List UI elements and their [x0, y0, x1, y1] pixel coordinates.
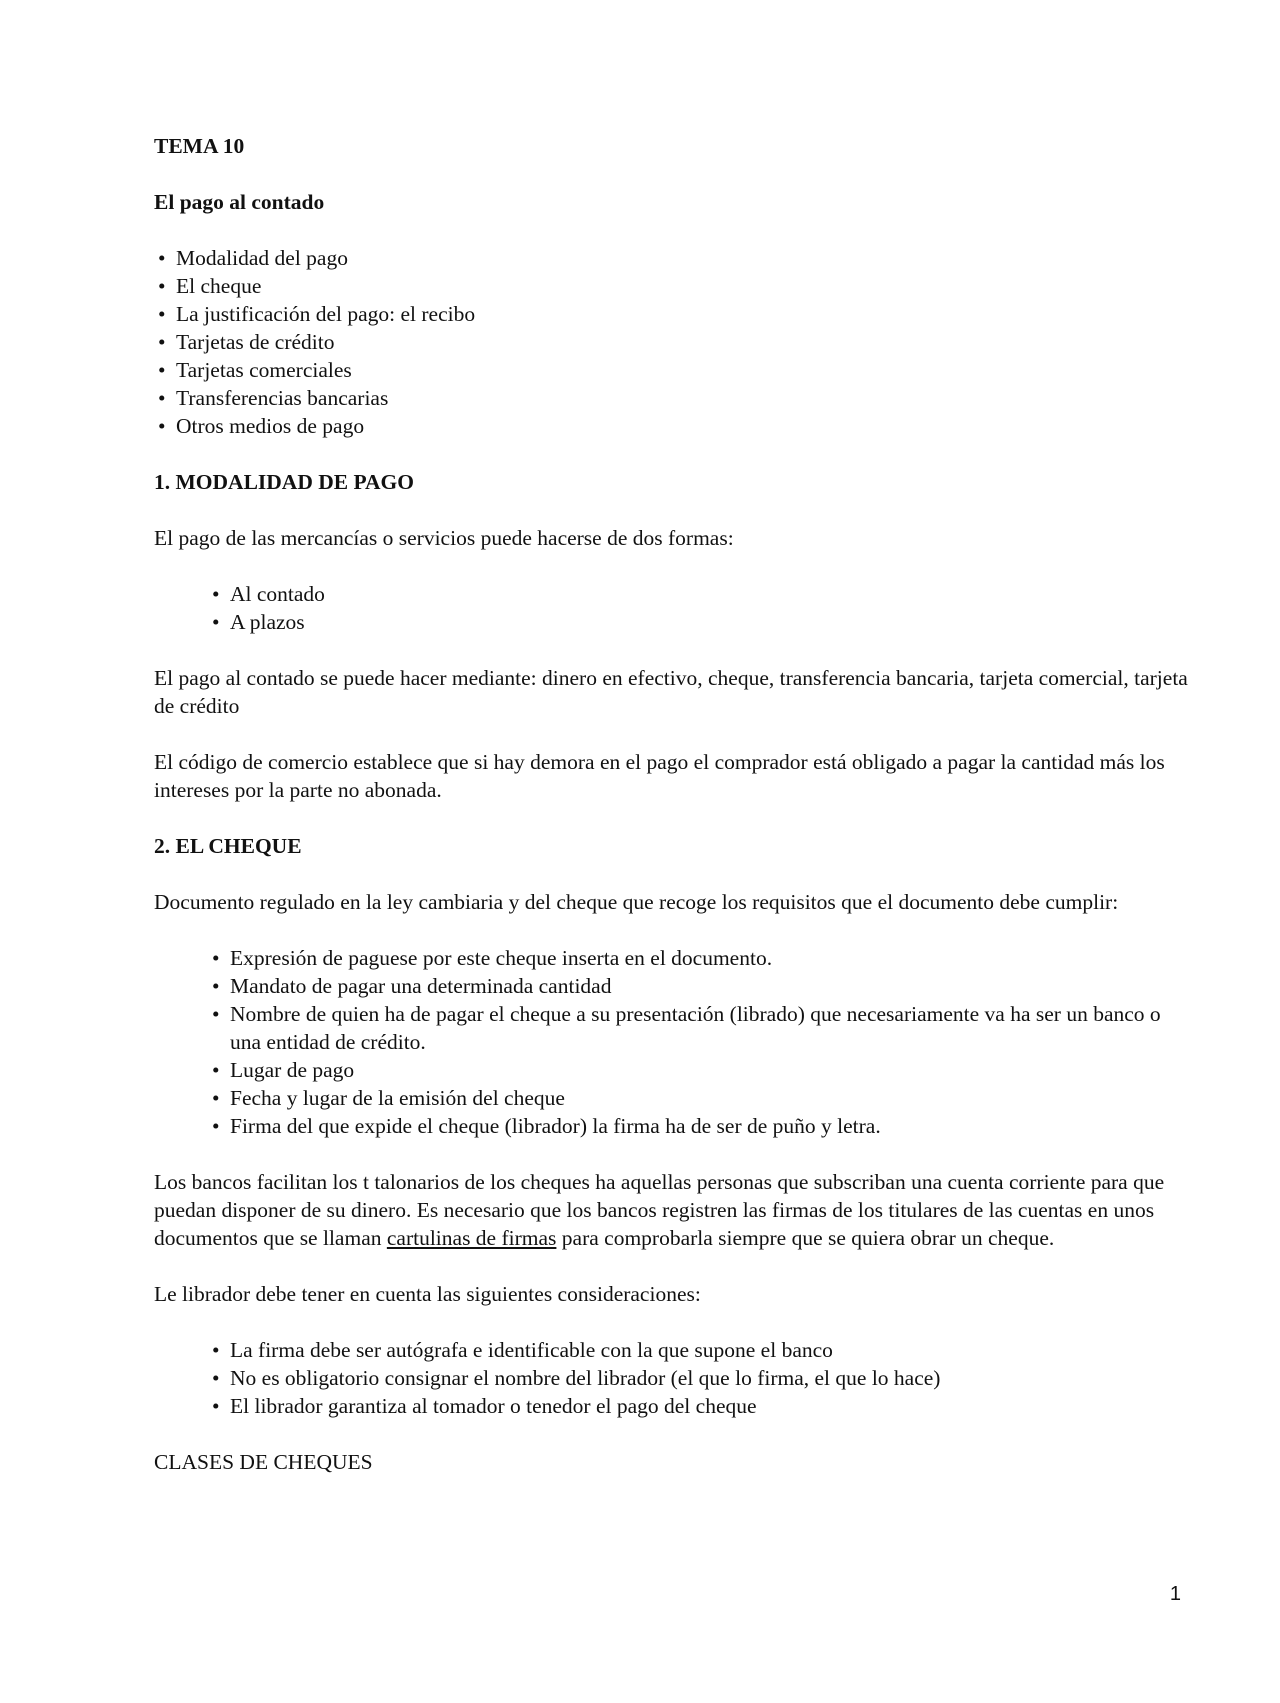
toc-item: • Transferencias bancarias: [154, 384, 1194, 412]
toc-list: [154, 244, 1194, 440]
section1-paragraph: El código de comercio establece que si hay demora en el pago el comprador está obligado a pagar la cantidad más los intereses por la parte no abonada.: [154, 750, 1165, 802]
cartulinas-de-firmas-term: cartulinas de firmas: [386, 1226, 557, 1250]
section2-intro: Documento regulado en la ley cambiaria y del cheque que recoge los requisitos que el documento debe cumplir:: [154, 890, 1119, 914]
requisitos-list: [208, 944, 1194, 1140]
requisito-item: • Firma del que expide el cheque (librador) la firma ha de ser de puño y letra.: [208, 1112, 1194, 1140]
consideracion-item: • La firma debe ser autógrafa e identificable con la que supone el banco: [208, 1336, 1194, 1364]
requisito-item: • Fecha y lugar de la emisión del cheque: [208, 1084, 1194, 1112]
bancos-text: para comprobarla siempre que se quiera obrar un cheque.: [556, 1226, 1055, 1250]
toc-item: • Modalidad del pago: [154, 244, 1194, 272]
payment-form-item: • Al contado: [208, 580, 1194, 608]
consideracion-item: • El librador garantiza al tomador o tenedor el pago del cheque: [208, 1392, 1194, 1420]
section1-intro: El pago de las mercancías o servicios puede hacerse de dos formas:: [154, 526, 734, 550]
payment-form-item: • A plazos: [208, 608, 1194, 636]
toc-item: • Tarjetas de crédito: [154, 328, 1194, 356]
toc-item: • Tarjetas comerciales: [154, 356, 1194, 384]
requisito-item: • Expresión de paguese por este cheque inserta en el documento.: [208, 944, 1194, 972]
section1-paragraph: El pago al contado se puede hacer mediante: dinero en efectivo, cheque, transferencia bancaria, tarjeta comercial, tarjeta de crédito: [154, 666, 1188, 718]
librador-intro: Le librador debe tener en cuenta las siguientes consideraciones:: [154, 1282, 701, 1306]
toc-item: • La justificación del pago: el recibo: [154, 300, 1194, 328]
toc-item: • Otros medios de pago: [154, 412, 1194, 440]
requisito-item: • Mandato de pagar una determinada cantidad: [208, 972, 1194, 1000]
bancos-paragraph: [154, 1168, 1194, 1252]
clases-heading: CLASES DE CHEQUES: [154, 1450, 373, 1474]
requisito-item: • Nombre de quien ha de pagar el cheque a su presentación (librado) que necesariamente va ha ser un banco o una entidad de crédito.: [208, 1000, 1194, 1056]
consideracion-item: • No es obligatorio consignar el nombre del librador (el que lo firma, el que lo hace): [208, 1364, 1194, 1392]
bancos-text: Los bancos facilitan los t talonarios de los cheques ha aquellas personas que subscriban una cuenta corriente para que puedan disponer de su dinero. Es necesario que los bancos registren las firmas de los titulares de las cuentas en unos documentos que se llaman: [154, 1170, 1165, 1250]
payment-forms-list: [208, 580, 1194, 636]
document-page: [154, 132, 1194, 1476]
section1-heading: 1. MODALIDAD DE PAGO: [154, 470, 414, 494]
page-number: 1: [1169, 1583, 1181, 1605]
document-subtitle: El pago al contado: [154, 190, 325, 214]
tema-title: TEMA 10: [154, 134, 245, 158]
consideraciones-list: [208, 1336, 1194, 1420]
section2-heading: 2. EL CHEQUE: [154, 834, 302, 858]
requisito-item: • Lugar de pago: [208, 1056, 1194, 1084]
toc-item: • El cheque: [154, 272, 1194, 300]
